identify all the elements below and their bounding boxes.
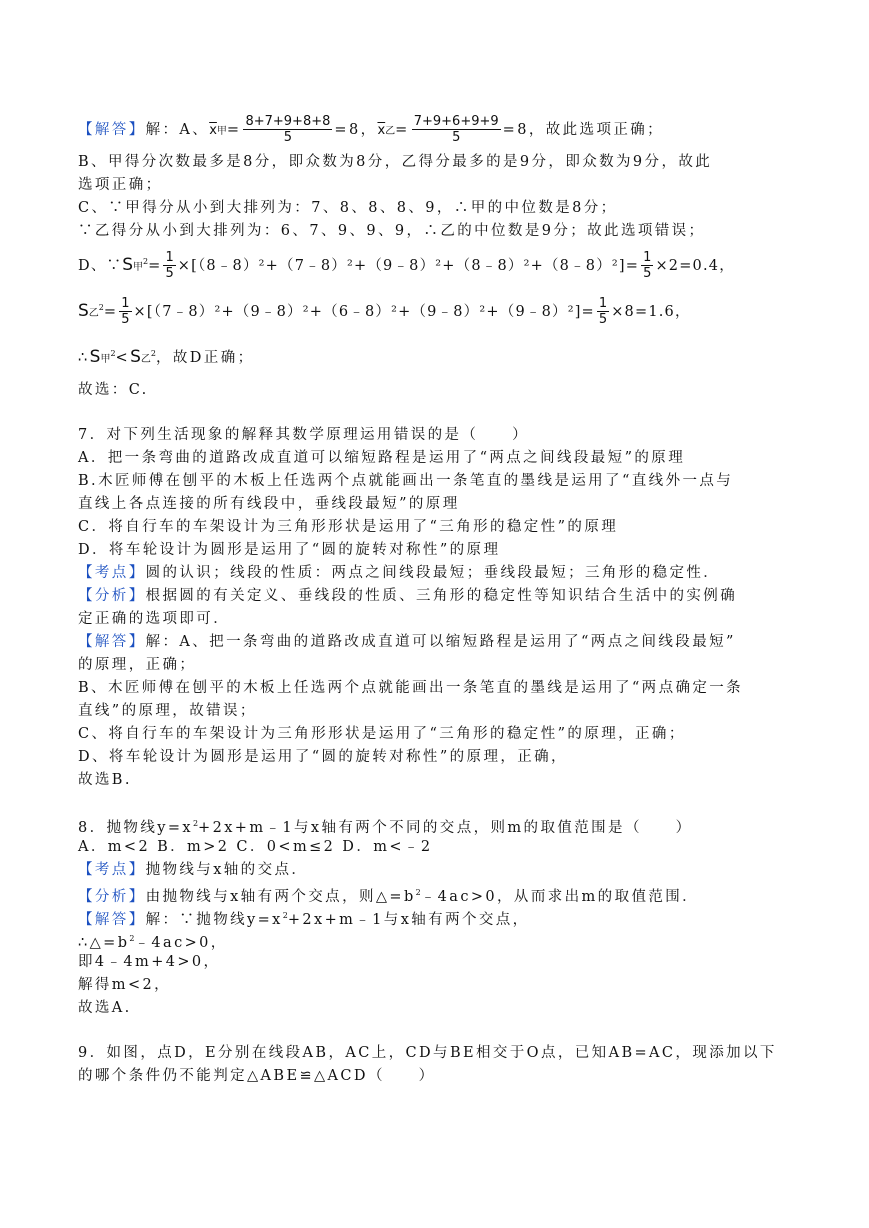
question-7-stem: 7．对下列生活现象的解释其数学原理运用错误的是（ ） bbox=[78, 427, 530, 443]
q6-answer-line-1: 【解答】解：A、$\overline{x}$甲= $\frac{8+7+9+8+8}{5}$ =8，$\overline{x}$乙= $\frac{7+9+6+9+9}{5}$ =8，故此选项正确； bbox=[78, 114, 665, 145]
fraction: $\frac{8+7+9+8+8}{5}$ bbox=[245, 114, 331, 145]
text-line: 的原理，正确； bbox=[78, 657, 197, 673]
text-line: $\therefore\triangle=b^2﹣4ac>0$， bbox=[78, 934, 228, 951]
answer-tag: 【解答】 bbox=[78, 911, 146, 928]
option-a: A．把一条弯曲的道路改成直道可以缩短路程是运用了“两点之间线段最短”的原理 bbox=[78, 450, 686, 466]
fenxi-line: 【分析】由抛物线与x轴有两个交点，则$\triangle=b^2﹣4ac>0$，从而求出m的取值范围． bbox=[78, 888, 700, 905]
text-line: B、木匠师傅在刨平的木板上任选两个点就能画出一条笔直的墨线是运用了“两点确定一条 bbox=[78, 680, 744, 696]
jieda-line: 【解答】解：∵抛物线$y=x^2+2x+m﹣1$与x轴有两个交点， bbox=[78, 911, 530, 928]
mean-symbol: $\overline{x}$ bbox=[209, 123, 217, 138]
text-line: 解得m<2， bbox=[78, 977, 172, 993]
fenxi-tag: 【分析】 bbox=[78, 588, 146, 604]
fraction: $\frac{1}{5}$ bbox=[165, 249, 174, 281]
variance-jia-line: D、∵S甲$^2$= $\frac{1}{5}$ ×[（8﹣8）²+（7﹣8）²+（9﹣8）²+（8﹣8）²+（8﹣8）²]= $\frac{1}{5}$ ×2=0.4， bbox=[78, 249, 735, 281]
fraction: $\frac{1}{5}$ bbox=[121, 295, 130, 327]
question-9-stem-cont: 的哪个条件仍不能判定△ABE≌△ACD（ ） bbox=[78, 1068, 436, 1084]
text-line: 直线”的原理，故错误； bbox=[78, 703, 257, 719]
kaodian-tag: 【考点】 bbox=[78, 565, 146, 581]
text-line: 即4﹣4m+4>0， bbox=[78, 954, 221, 970]
jieda-line: 【解答】解：A、把一条弯曲的道路改成直道可以缩短路程是运用了“两点之间线段最短” bbox=[78, 634, 736, 650]
text-line: ∵乙得分从小到大排列为：6、7、9、9、9，∴乙的中位数是9分；故此选项错误； bbox=[78, 223, 706, 239]
answer-tag: 【解答】 bbox=[78, 122, 146, 138]
option-b: B.木匠师傅在刨平的木板上任选两个点就能画出一条笔直的墨线是运用了“直线外一点与 bbox=[78, 473, 734, 489]
variance-yi-line: S乙$^2$= $\frac{1}{5}$ ×[（7﹣8）²+（9﹣8）²+（6﹣8）²+（9﹣8）²+（9﹣8）²]= $\frac{1}{5}$ ×8=1.6， bbox=[78, 295, 691, 327]
text-line: 故选B. bbox=[78, 772, 132, 788]
fraction: $\frac{1}{5}$ bbox=[643, 249, 652, 281]
text-line: 故选：C. bbox=[78, 382, 149, 398]
fraction: $\frac{1}{5}$ bbox=[598, 295, 608, 327]
variance-compare-line: ∴S甲$^2$<S乙$^2$，故D正确； bbox=[78, 346, 255, 367]
answer-tag: 【解答】 bbox=[78, 634, 146, 650]
option-b-cont: 直线上各点连接的所有线段中，垂线段最短”的原理 bbox=[78, 496, 460, 512]
text-line: 定正确的选项即可． bbox=[78, 611, 231, 627]
kaodian-line: 【考点】抛物线与x轴的交点． bbox=[78, 862, 309, 878]
kaodian-tag: 【考点】 bbox=[78, 862, 146, 878]
option-c: C．将自行车的车架设计为三角形形状是运用了“三角形的稳定性”的原理 bbox=[78, 519, 619, 535]
text-line: C、∵甲得分从小到大排列为：7、8、8、8、9，∴甲的中位数是8分； bbox=[78, 200, 618, 216]
question-8-options: A．m<2 B．m>2 C．0<m≤2 D．m<﹣2 bbox=[78, 839, 433, 855]
mean-symbol: $\overline{x}$ bbox=[377, 123, 386, 138]
fraction: $\frac{7+9+6+9+9}{5}$ bbox=[413, 114, 499, 145]
text-line: 选项正确； bbox=[78, 177, 163, 193]
text-line: D、将车轮设计为圆形是运用了“圆的旋转对称性”的原理，正确， bbox=[78, 749, 568, 765]
text-line: B、甲得分次数最多是8分，即众数为8分，乙得分最多的是9分，即众数为9分，故此 bbox=[78, 154, 713, 170]
fenxi-tag: 【分析】 bbox=[78, 888, 146, 905]
text-line: 故选A. bbox=[78, 1000, 132, 1016]
kaodian-line: 【考点】圆的认识；线段的性质：两点之间线段最短；垂线段最短；三角形的稳定性． bbox=[78, 565, 721, 581]
option-d: D．将车轮设计为圆形是运用了“圆的旋转对称性”的原理 bbox=[78, 542, 501, 558]
question-8-stem: 8．抛物线$y=x^2+2x+m﹣1$与x轴有两个不同的交点，则m的取值范围是（ ） bbox=[78, 819, 693, 836]
fenxi-line: 【分析】根据圆的有关定义、垂线段的性质、三角形的稳定性等知识结合生活中的实例确 bbox=[78, 588, 738, 604]
question-9-stem: 9．如图，点D，E分别在线段AB，AC上，CD与BE相交于O点，已知AB=AC，现添加以下 bbox=[78, 1045, 777, 1061]
text-line: C、将自行车的车架设计为三角形形状是运用了“三角形的稳定性”的原理，正确； bbox=[78, 726, 686, 742]
